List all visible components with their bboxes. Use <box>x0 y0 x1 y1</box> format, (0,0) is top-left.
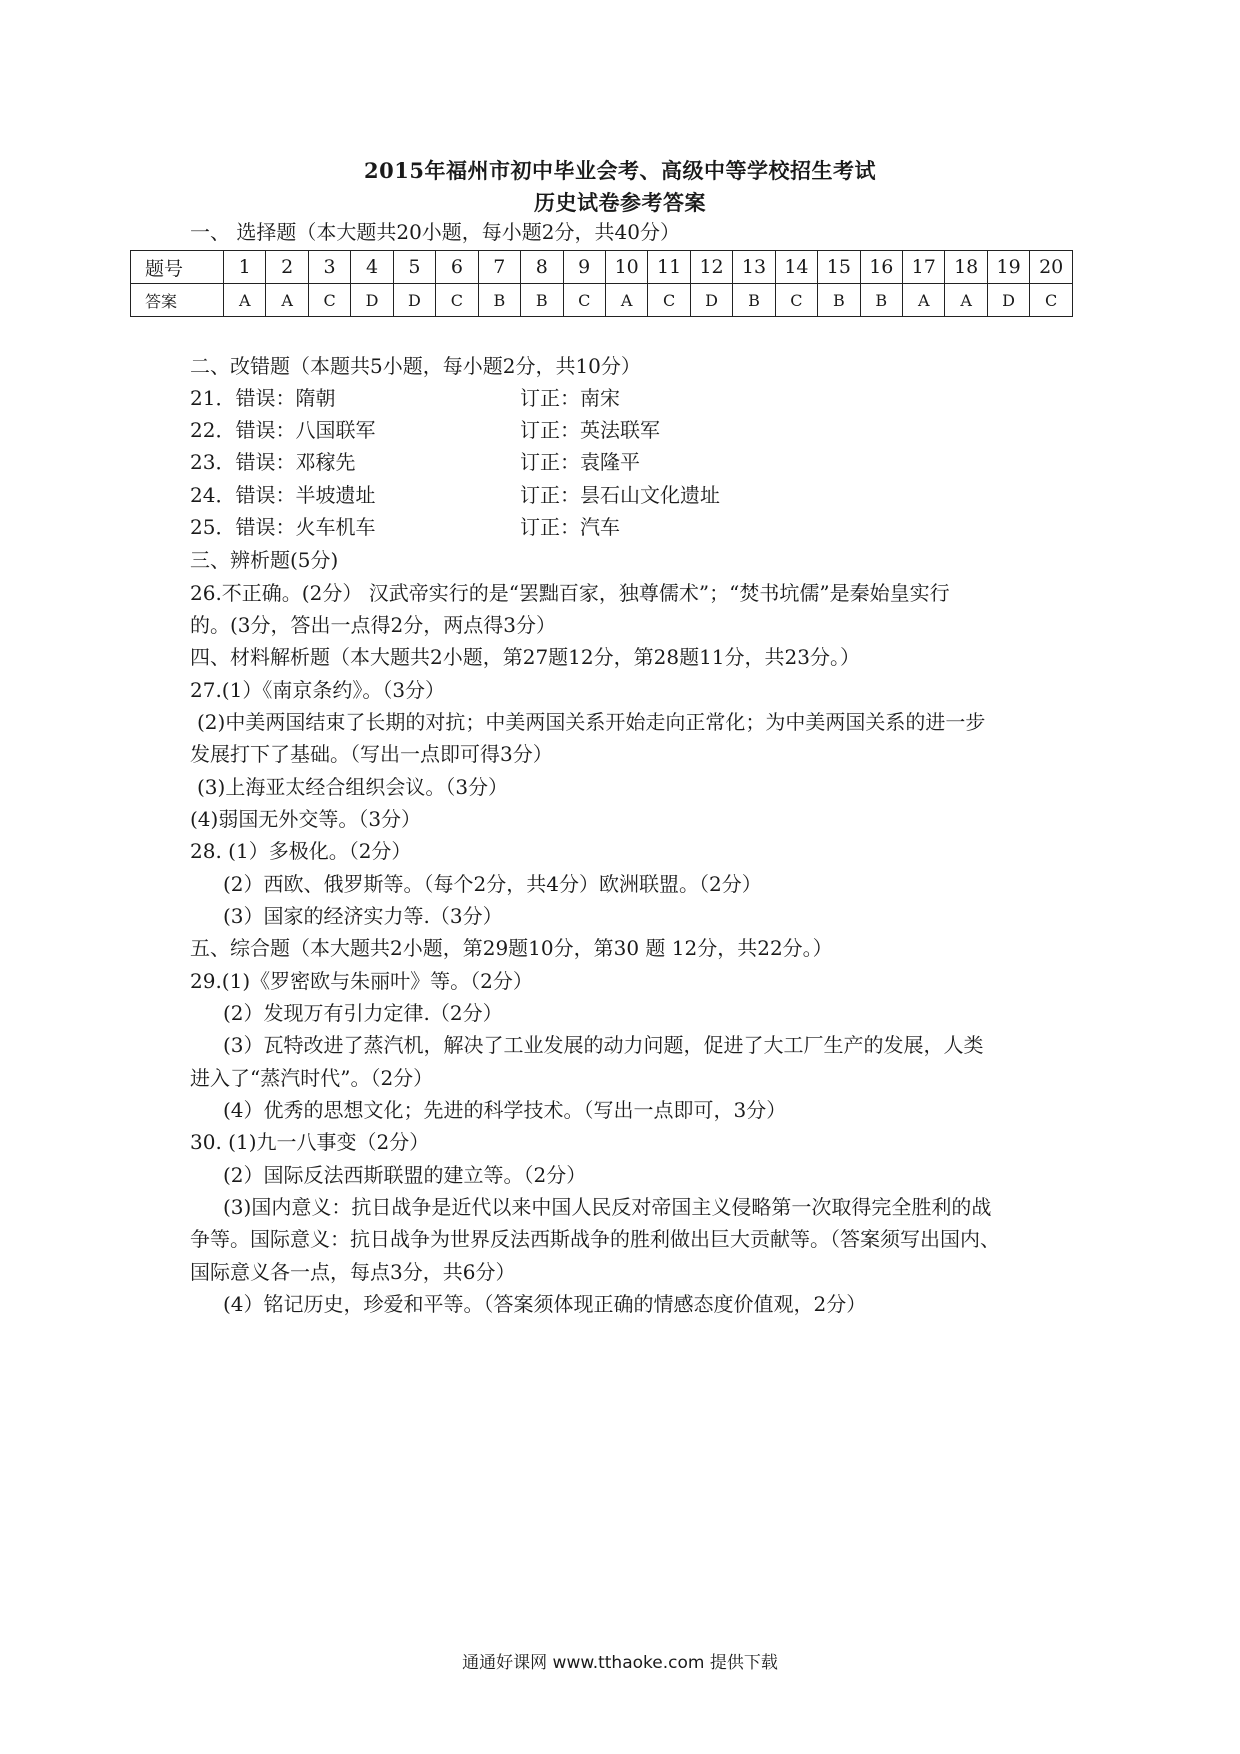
answer-cell: B <box>521 284 563 317</box>
answer-line: (3)上海亚太经合组织会议。（3分） <box>197 775 509 799</box>
question-number: 16 <box>860 251 902 284</box>
answer-line: 27.(1）《南京条约》。（3分） <box>190 678 446 702</box>
fix-text: 订正：南宋 <box>520 386 620 410</box>
answer-cell: A <box>945 284 987 317</box>
answer-cell: C <box>1030 284 1073 317</box>
answer-cell: A <box>903 284 945 317</box>
answer-cell: C <box>308 284 350 317</box>
question-number: 11 <box>648 251 690 284</box>
answer-line: (2)中美两国结束了长期的对抗；中美两国关系开始走向正常化；为中美两国关系的进一步 <box>197 710 986 734</box>
answer-line: 发展打下了基础。（写出一点即可得3分） <box>190 742 553 766</box>
error-text: 23．错误：邓稼先 <box>190 450 356 474</box>
answer-row <box>131 284 1073 317</box>
page-title: 2015年福州市初中毕业会考、高级中等学校招生考试 <box>364 158 876 183</box>
question-number: 15 <box>818 251 860 284</box>
section4-heading: 四、材料解析题（本大题共2小题，第27题12分，第28题11分，共23分。） <box>190 645 860 669</box>
question-number: 14 <box>775 251 817 284</box>
answer-cell: C <box>436 284 478 317</box>
question-number: 8 <box>521 251 563 284</box>
answer-line: (4）铭记历史，珍爱和平等。（答案须体现正确的情感态度价值观，2分） <box>223 1292 867 1316</box>
question-number-row <box>131 251 1073 284</box>
question-number: 5 <box>393 251 435 284</box>
answer-cell: C <box>775 284 817 317</box>
question-number: 2 <box>266 251 308 284</box>
footer-text: 通通好课网 www.tthaoke.com 提供下载 <box>462 1653 778 1673</box>
answer-cell: B <box>478 284 520 317</box>
question-number: 10 <box>605 251 647 284</box>
question-number: 20 <box>1030 251 1073 284</box>
question-number: 6 <box>436 251 478 284</box>
question-number: 12 <box>690 251 732 284</box>
question-number: 17 <box>903 251 945 284</box>
question-number: 3 <box>308 251 350 284</box>
fix-text: 订正：袁隆平 <box>520 450 640 474</box>
fix-text: 订正：昙石山文化遗址 <box>520 483 720 507</box>
section3-heading: 三、辨析题(5分) <box>190 548 339 572</box>
answer-cell: A <box>605 284 647 317</box>
page-subtitle: 历史试卷参考答案 <box>534 190 706 215</box>
answer-line: 进入了“蒸汽时代”。（2分） <box>190 1066 434 1090</box>
answer-line: 国际意义各一点，每点3分，共6分） <box>190 1260 516 1284</box>
answer-line: (3)国内意义：抗日战争是近代以来中国人民反对帝国主义侵略第一次取得完全胜利的战 <box>223 1195 992 1219</box>
answer-cell: C <box>648 284 690 317</box>
question-number: 18 <box>945 251 987 284</box>
answer-line: (2）国际反法西斯联盟的建立等。（2分） <box>223 1163 587 1187</box>
answer-line: 30. (1)九一八事变（2分） <box>190 1130 430 1154</box>
error-text: 24．错误：半坡遗址 <box>190 483 376 507</box>
question-number: 9 <box>563 251 605 284</box>
answer-cell: D <box>987 284 1029 317</box>
question-number: 4 <box>351 251 393 284</box>
answer-cell: D <box>351 284 393 317</box>
answer-cell: A <box>266 284 308 317</box>
answer-cell: B <box>733 284 775 317</box>
answer-line: (3）国家的经济实力等.（3分） <box>223 904 503 928</box>
row-label-number: 题号 <box>131 251 224 284</box>
question-number: 7 <box>478 251 520 284</box>
answer-table <box>130 250 1073 317</box>
error-text: 22．错误：八国联军 <box>190 418 376 442</box>
answer-line: 争等。国际意义：抗日战争为世界反法西斯战争的胜利做出巨大贡献等。（答案须写出国内、 <box>190 1227 1000 1251</box>
error-text: 25．错误：火车机车 <box>190 515 376 539</box>
answer-line: 28. (1）多极化。（2分） <box>190 839 412 863</box>
fix-text: 订正：汽车 <box>520 515 620 539</box>
answer-cell: B <box>860 284 902 317</box>
error-text: 21．错误：隋朝 <box>190 386 336 410</box>
answer-cell: D <box>690 284 732 317</box>
section5-heading: 五、综合题（本大题共2小题，第29题10分，第30 题 12分，共22分。） <box>190 936 833 960</box>
answer-line: (4)弱国无外交等。（3分） <box>190 807 422 831</box>
question-number: 19 <box>987 251 1029 284</box>
answer-line: (2）发现万有引力定律.（2分） <box>223 1001 503 1025</box>
answer-line: 29.(1)《罗密欧与朱丽叶》等。（2分） <box>190 969 533 993</box>
answer-line: (2）西欧、俄罗斯等。（每个2分，共4分）欧洲联盟。（2分） <box>223 872 762 896</box>
answer-cell: D <box>393 284 435 317</box>
question-number: 13 <box>733 251 775 284</box>
section1-heading: 一、 选择题（本大题共20小题，每小题2分，共40分） <box>190 220 680 244</box>
question-number: 1 <box>224 251 266 284</box>
answer-cell: C <box>563 284 605 317</box>
answer-line: (4）优秀的思想文化；先进的科学技术。（写出一点即可，3分） <box>223 1098 787 1122</box>
fix-text: 订正：英法联军 <box>520 418 660 442</box>
answer-cell: B <box>818 284 860 317</box>
row-label-answer: 答案 <box>131 284 224 317</box>
answer-line: 26.不正确。(2分） 汉武帝实行的是“罢黜百家，独尊儒术”；“焚书坑儒”是秦始皇实行 <box>190 581 950 605</box>
answer-line: (3）瓦特改进了蒸汽机，解决了工业发展的动力问题，促进了大工厂生产的发展，人类 <box>223 1033 984 1057</box>
answer-line: 的。(3分，答出一点得2分，两点得3分） <box>190 613 556 637</box>
section2-heading: 二、改错题（本题共5小题，每小题2分，共10分） <box>190 354 641 378</box>
answer-cell: A <box>224 284 266 317</box>
